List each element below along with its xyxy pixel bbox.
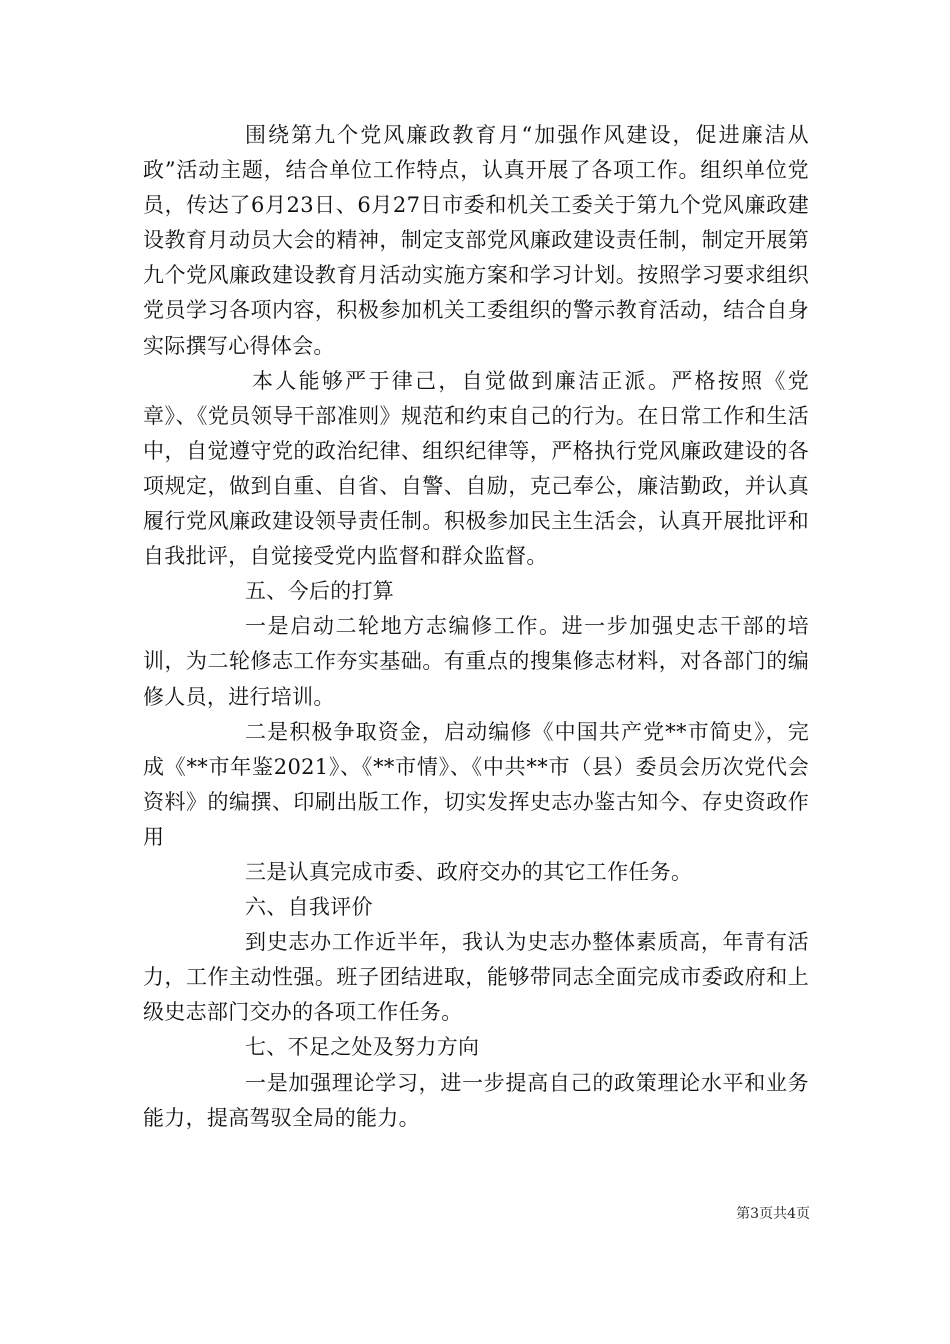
heading-shortcomings: 七、不足之处及努力方向 xyxy=(245,1035,480,1060)
paragraph-plan-two: 二是积极争取资金，启动编修《中国共产党**市简史》，完成《**市年鉴2021》、《**市情》、《中共**市（县）委员会历次党代会资料》的编撰、印刷出版工作，切实发挥史志办鉴古知今、存史资政作用 xyxy=(143,719,809,849)
paragraph-self-discipline: 本人能够严于律己，自觉做到廉洁正派。严格按照《党章》、《党员领导干部准则》规范和约束自己的行为。在日常工作和生活中，自觉遵守党的政治纪律、组织纪律等，严格执行党风廉政建设的各项规定，做到自重、自省、自警、自励，克己奉公，廉洁勤政，并认真履行党风廉政建设领导责任制。积极参加民主生活会，认真开展批评和自我批评，自觉接受党内监督和群众监督。 xyxy=(143,368,809,569)
heading-future-plans: 五、今后的打算 xyxy=(245,579,395,604)
paragraph-plan-three: 三是认真完成市委、政府交办的其它工作任务。 xyxy=(245,859,693,884)
heading-self-evaluation: 六、自我评价 xyxy=(245,895,373,920)
paragraph-self-evaluation: 到史志办工作近半年，我认为史志办整体素质高，年青有活力，工作主动性强。班子团结进取，能够带同志全面完成市委政府和上级史志部门交办的各项工作任务。 xyxy=(143,930,809,1025)
page-number-footer: 第3页共4页 xyxy=(736,1206,810,1222)
paragraph-plan-one: 一是启动二轮地方志编修工作。进一步加强史志干部的培训，为二轮修志工作夯实基础。有重点的搜集修志材料，对各部门的编修人员，进行培训。 xyxy=(143,614,809,709)
paragraph-education-month: 围绕第九个党风廉政教育月“加强作风建设，促进廉洁从政”活动主题，结合单位工作特点，认真开展了各项工作。组织单位党员，传达了6月23日、6月27日市委和机关工委关于第九个党风廉政建设教育月动员大会的精神，制定支部党风廉政建设责任制，制定开展第九个党风廉政建设教育月活动实施方案和学习计划。按照学习要求组织党员学习各项内容，积极参加机关工委组织的警示教育活动，结合自身实际撰写心得体会。 xyxy=(143,123,809,358)
paragraph-improvement-one: 一是加强理论学习，进一步提高自己的政策理论水平和业务能力，提高驾驭全局的能力。 xyxy=(143,1070,809,1130)
document-body xyxy=(143,118,809,1136)
